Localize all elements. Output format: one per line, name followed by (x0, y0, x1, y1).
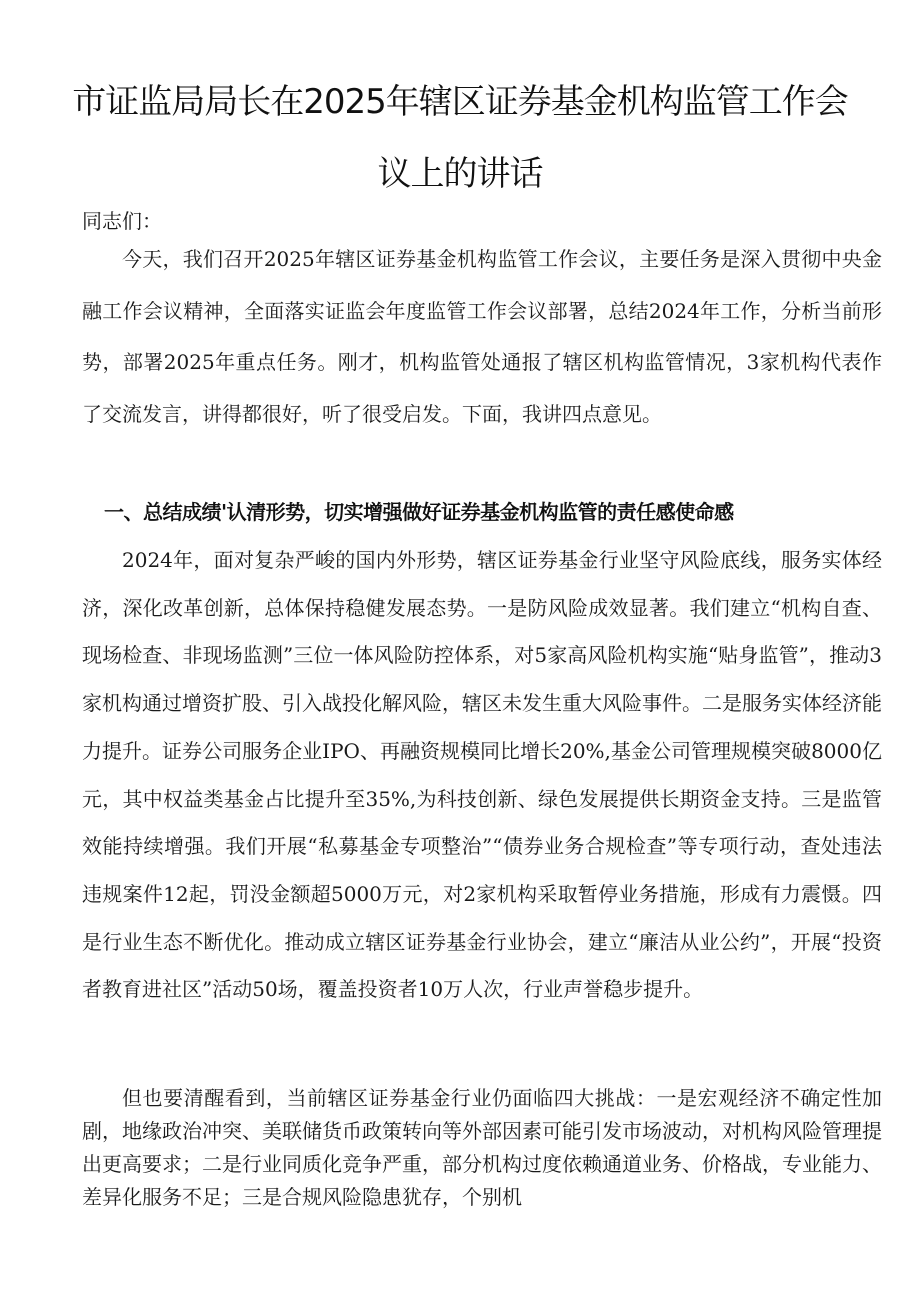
salutation: 同志们： (82, 209, 162, 233)
document-title-line-1: 市证监局局长在2025年辖区证券基金机构监管工作会 (72, 82, 848, 122)
paragraph-challenges: 但也要清醒看到，当前辖区证券基金行业仍面临四大挑战：一是宏观经济不确定性加剧，地缘政治冲突、美联储货币政策转向等外部因素可能引发市场波动，对机构风险管理提出更高要求；二是行业同质化竞争严重，部分机构过度依赖通道业务、价格战，专业能力、差异化服务不足；三是合规风险隐患犹存，个别机 (82, 1086, 882, 1209)
section-heading-1: 一、总结成绩'认清形势，切实增强做好证券基金机构监管的责任感使命感 (104, 500, 734, 524)
paragraph-achievements: 2024年，面对复杂严峻的国内外形势，辖区证券基金行业坚守风险底线，服务实体经济，深化改革创新，总体保持稳健发展态势。一是防风险成效显著。我们建立“机构自查、现场检查、非现场监测”三位一体风险防控体系，对5家高风险机构实施“贴身监管”，推动3家机构通过增资扩股、引入战投化解风险，辖区未发生重大风险事件。二是服务实体经济能力提升。证券公司服务企业IPO、再融资规模同比增长20%,基金公司管理规模突破8000亿元，其中权益类基金占比提升至35%,为科技创新、绿色发展提供长期资金支持。三是监管效能持续增强。我们开展“私募基金专项整治”“债券业务合规检查”等专项行动，查处违法违规案件12起，罚没金额超5000万元，对2家机构采取暂停业务措施，形成有力震慑。四是行业生态不断优化。推动成立辖区证券基金行业协会，建立“廉洁从业公约”，开展“投资者教育进社区”活动50场，覆盖投资者10万人次，行业声誉稳步提升。 (82, 548, 882, 1002)
paragraph-opening: 今天，我们召开2025年辖区证券基金机构监管工作会议，主要任务是深入贯彻中央金融工作会议精神，全面落实证监会年度监管工作会议部署，总结2024年工作，分析当前形势，部署2025年重点任务。刚才，机构监管处通报了辖区机构监管情况，3家机构代表作了交流发言，讲得都很好，听了很受启发。下面，我讲四点意见。 (82, 247, 882, 426)
document-title-line-2: 议上的讲话 (377, 154, 543, 194)
